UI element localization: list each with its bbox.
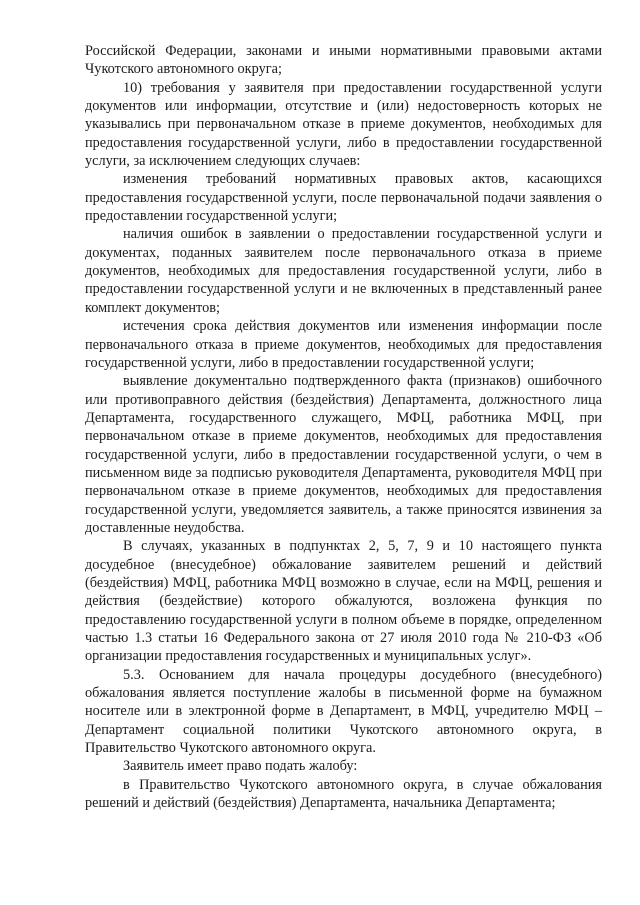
paragraph-5: истечения срока действия документов или изменения информации после первоначального отказа в приеме документов, необходимых для предоставления государственной услуги, либо в предоставлении государственной услуги; (85, 318, 602, 371)
paragraph-2: 10) требования у заявителя при предоставлении государственной услуги документов или информации, отсутствие и (или) недостоверность которых не указывались при первоначальном отказе в приеме документов, необходимых для предоставления государственной услуги, либо в предоставлении государственной услуги, за исключением следующих случаев: (85, 79, 602, 170)
paragraph-1: Российской Федерации, законами и иными нормативными правовыми актами Чукотского автономного округа; (85, 43, 602, 78)
paragraph-9: Заявитель имеет право подать жалобу: (123, 758, 358, 775)
paragraph-8: 5.3. Основанием для начала процедуры досудебного (внесудебного) обжалования является поступление жалобы в письменной форме на бумажном носителе или в электронной форме в Департамент, в МФЦ, учредителю МФЦ – Департамент социальной политики Чукотского автономного округа, в Правительство Чукотского автономного округа. (85, 666, 602, 757)
paragraph-7: В случаях, указанных в подпунктах 2, 5, 7, 9 и 10 настоящего пункта досудебное (внесудебное) обжалование заявителем решений и действий (бездействия) МФЦ, работника МФЦ возможно в случае, если на МФЦ, решения и действия (бездействие) которого обжалуются, возложена функция по предоставлению государственной услуги в полном объеме в порядке, определенном частью 1.3 статьи 16 Федерального закона от 27 июля 2010 года № 210-ФЗ «Об организации предоставления государственных и муниципальных услуг». (85, 538, 602, 665)
paragraph-6: выявление документально подтвержденного факта (признаков) ошибочного или противоправного действия (бездействия) Департамента, должностного лица Департамента, государственного служащего, МФЦ, работника МФЦ, при первоначальном отказе в приеме документов, необходимых для предоставления государственной услуги, либо в предоставлении государственной услуги, о чем в письменном виде за подписью руководителя Департамента, руководителя МФЦ при первоначальном отказе в приеме документов, необходимых для предоставления государственной услуги, уведомляется заявитель, а также приносятся извинения за доставленные неудобства. (85, 373, 602, 536)
paragraph-4: наличия ошибок в заявлении о предоставлении государственной услуги и документах, поданных заявителем после первоначального отказа в приеме документов, необходимых для предоставления государственной услуги, либо в предоставлении государственной услуги и не включенных в представленный ранее комплект документов; (85, 226, 602, 316)
document-body (85, 42, 602, 812)
paragraph-10: в Правительство Чукотского автономного округа, в случае обжалования решений и действий (бездействия) Департамента, начальника Департамента; (85, 776, 602, 812)
paragraph-3: изменения требований нормативных правовых актов, касающихся предоставления государственной услуги, после первоначальной подачи заявления о предоставлении государственной услуги; (85, 171, 602, 225)
